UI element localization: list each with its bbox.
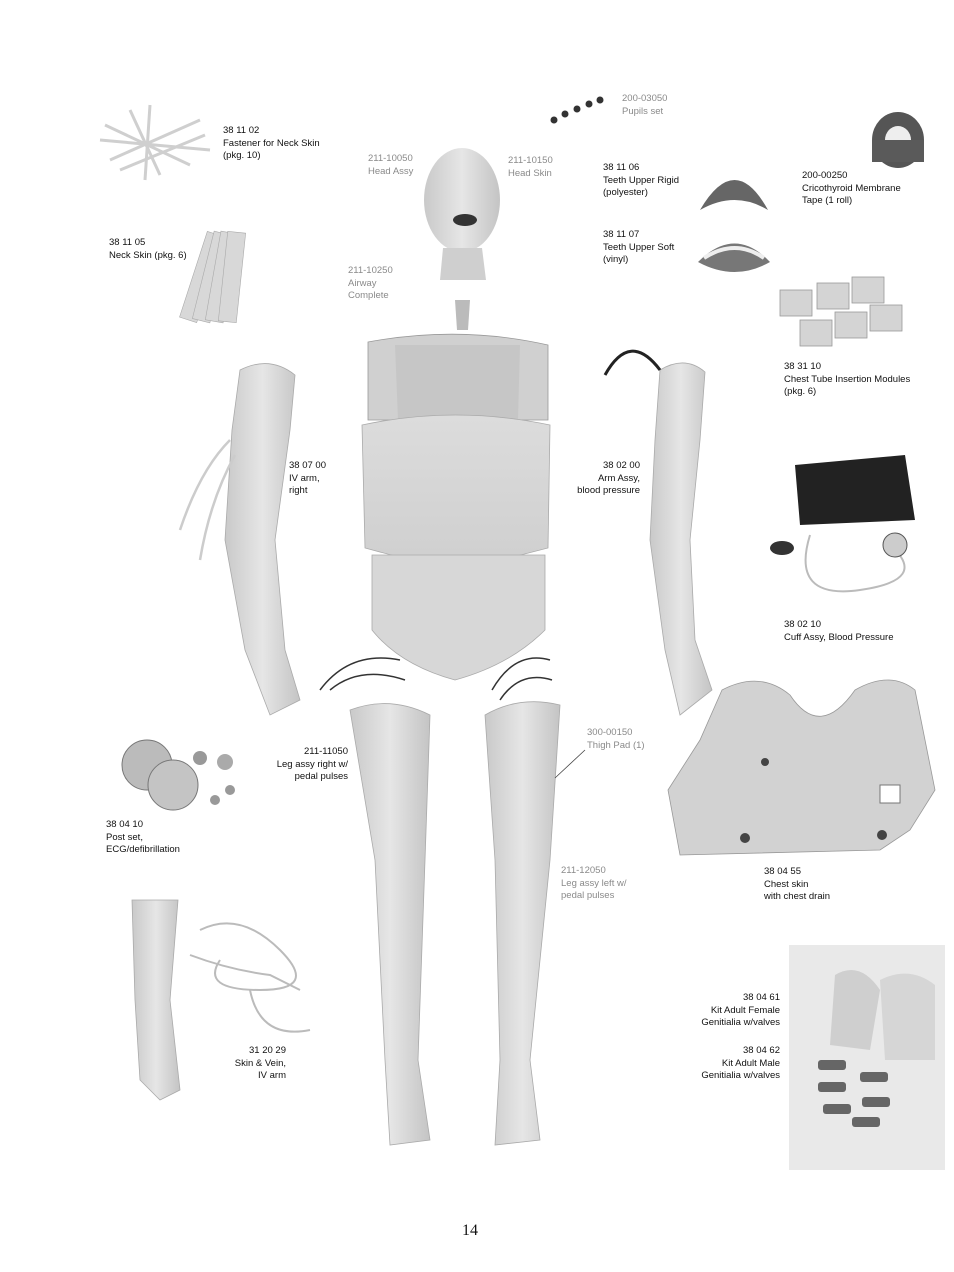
chest-tube-label <box>784 361 910 399</box>
arm-bp-name: Arm Assy, <box>597 472 640 484</box>
teeth-soft-image <box>698 244 770 273</box>
iv-arm-right-side: right <box>289 485 308 496</box>
chest-skin-image <box>668 680 935 855</box>
skin-vein-code: 31 20 29 <box>249 1045 286 1056</box>
pupils-code: 200-03050 <box>622 93 668 104</box>
neck-skin-image <box>180 231 246 323</box>
airway-label <box>348 265 393 303</box>
leg-right-code: 211-11050 <box>303 746 348 757</box>
neck-skin-name: Neck Skin (pkg. 6) <box>109 249 187 261</box>
airway-code: 211-10250 <box>348 265 393 276</box>
kit-male-code: 38 04 62 <box>743 1045 780 1056</box>
kit-female-label <box>680 992 780 1030</box>
teeth-rigid-name: Teeth Upper Rigid <box>603 174 680 186</box>
skin-vein-name: Skin & Vein, <box>234 1057 286 1069</box>
iv-arm-right-label <box>289 460 326 498</box>
cricothyroid-code: 200-00250 <box>802 170 848 181</box>
head-skin-label <box>508 155 553 180</box>
kit-female-desc: Genitialia w/valves <box>701 1017 780 1028</box>
chest-skin-desc: with chest drain <box>764 891 831 902</box>
leg-left-label <box>561 865 626 903</box>
cuff-code: 38 02 10 <box>784 619 821 630</box>
post-set-desc: ECG/defibrillation <box>106 844 180 855</box>
head-image <box>424 148 500 330</box>
fastener-qty: (pkg. 10) <box>223 150 261 161</box>
chest-tube-name: Chest Tube Insertion Modules <box>784 373 911 385</box>
airway-name: Airway <box>348 277 377 289</box>
kit-male-desc: Genitialia w/valves <box>701 1070 780 1081</box>
teeth-soft-code: 38 11 07 <box>603 229 640 240</box>
cuff-name: Cuff Assy, Blood Pressure <box>784 631 894 643</box>
chest-skin-name: Chest skin <box>764 878 809 890</box>
fastener-image <box>100 105 210 180</box>
chest-tube-qty: (pkg. 6) <box>784 386 817 397</box>
post-set-code: 38 04 10 <box>106 819 143 830</box>
fastener-code: 38 11 02 <box>223 125 260 136</box>
leg-left-name: Leg assy left w/ <box>561 877 627 889</box>
chest-tube-modules-image <box>780 277 902 346</box>
arm-bp-label <box>560 460 640 498</box>
fastener-name: Fastener for Neck Skin <box>223 137 320 149</box>
pupils-name: Pupils set <box>622 105 664 117</box>
chest-skin-code: 38 04 55 <box>764 866 801 877</box>
kit-male-name: Kit Adult Male <box>721 1057 780 1069</box>
head-assy-label <box>368 153 413 178</box>
torso-image <box>362 334 550 680</box>
right-leg-image <box>320 658 430 1145</box>
head-assy-name: Head Assy <box>368 165 414 177</box>
thigh-pad-label <box>587 727 645 752</box>
leg-right-name: Leg assy right w/ <box>276 758 348 770</box>
teeth-rigid-label <box>603 162 679 200</box>
cricothyroid-label <box>802 170 901 208</box>
teeth-soft-label <box>603 229 674 267</box>
teeth-rigid-image <box>700 180 768 210</box>
iv-arm-right-name: IV arm, <box>289 472 320 484</box>
genitalia-kit-image <box>789 945 945 1170</box>
thigh-pad-code: 300-00150 <box>587 727 633 738</box>
leg-left-code: 211-12050 <box>561 865 606 876</box>
bp-cuff-image <box>770 455 915 591</box>
right-arm-image <box>180 364 300 715</box>
head-assy-code: 211-10050 <box>368 153 413 164</box>
post-set-name: Post set, <box>106 831 143 843</box>
leg-right-desc: pedal pulses <box>294 771 348 782</box>
skin-vein-desc: IV arm <box>258 1070 286 1081</box>
skin-vein-label <box>216 1045 286 1083</box>
cricothyroid-name: Cricothyroid Membrane <box>802 182 901 194</box>
teeth-soft-name: Teeth Upper Soft <box>603 241 675 253</box>
teeth-soft-material: (vinyl) <box>603 254 629 265</box>
cuff-label <box>784 619 893 644</box>
pupils-image <box>551 97 604 124</box>
post-set-label <box>106 819 180 857</box>
chest-skin-label <box>764 866 830 904</box>
kit-female-name: Kit Adult Female <box>710 1004 780 1016</box>
arm-bp-code: 38 02 00 <box>603 460 640 471</box>
teeth-rigid-code: 38 11 06 <box>603 162 640 173</box>
kit-female-code: 38 04 61 <box>743 992 780 1003</box>
airway-name-2: Complete <box>348 290 389 301</box>
head-skin-code: 211-10150 <box>508 155 553 166</box>
neck-skin-code: 38 11 05 <box>109 237 146 248</box>
fastener-label <box>223 125 320 163</box>
neck-skin-label <box>109 237 187 262</box>
teeth-rigid-material: (polyester) <box>603 187 648 198</box>
kit-male-label <box>680 1045 780 1083</box>
thigh-pad-name: Thigh Pad (1) <box>587 739 645 751</box>
bp-arm-image <box>605 351 712 715</box>
arm-bp-desc: blood pressure <box>577 485 640 496</box>
leg-left-desc: pedal pulses <box>561 890 615 901</box>
pupils-label <box>622 93 667 118</box>
chest-tube-code: 38 31 10 <box>784 361 821 372</box>
tape-roll-image <box>872 112 924 168</box>
post-set-image <box>122 740 235 810</box>
head-skin-name: Head Skin <box>508 167 552 179</box>
iv-tubing-image <box>190 923 310 1031</box>
skin-vein-arm-image <box>132 900 180 1100</box>
leg-right-label <box>258 746 348 784</box>
iv-arm-right-code: 38 07 00 <box>289 460 326 471</box>
page-number: 14 <box>462 1222 478 1239</box>
cricothyroid-qty: Tape (1 roll) <box>802 195 853 206</box>
